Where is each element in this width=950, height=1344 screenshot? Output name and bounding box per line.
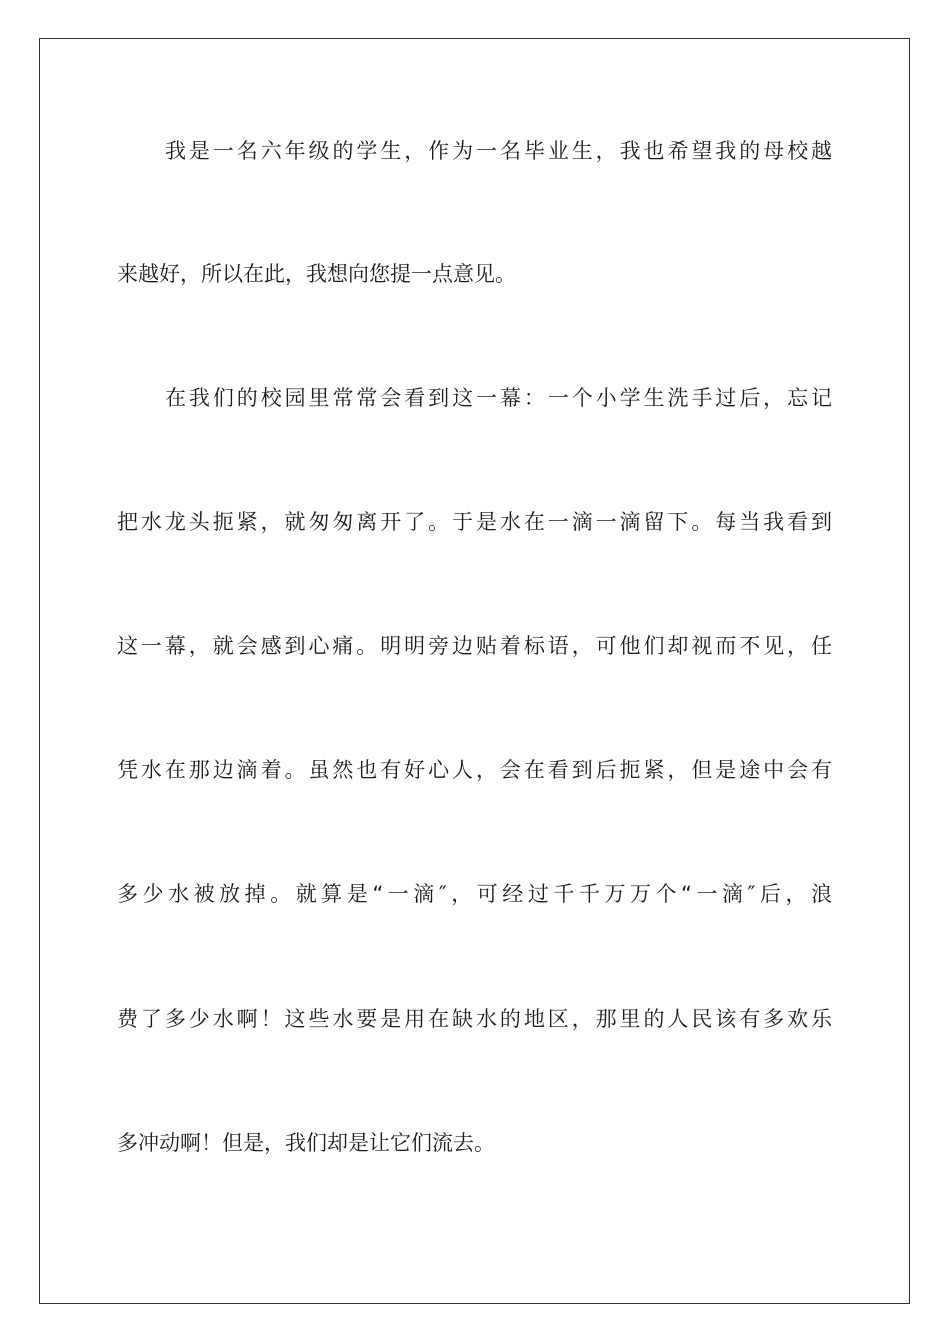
paragraph-2-line-6: 费了多少水啊！这些水要是用在缺水的地区，那里的人民该有多欢乐 bbox=[117, 1007, 832, 1031]
paragraph-2-line-5: 多少水被放掉。就算是“一滴″，可经过千千万万个“一滴″后，浪 bbox=[117, 882, 832, 906]
paragraph-2-line-7: 多冲动啊！但是，我们却是让它们流去。 bbox=[117, 1131, 495, 1155]
page-border bbox=[39, 38, 910, 1304]
paragraph-2-line-4: 凭水在那边滴着。虽然也有好心人，会在看到后扼紧，但是途中会有 bbox=[117, 758, 832, 782]
paragraph-2-line-3: 这一幕，就会感到心痛。明明旁边贴着标语，可他们却视而不见，任 bbox=[117, 634, 832, 658]
paragraph-1-line-2: 来越好，所以在此，我想向您提一点意见。 bbox=[117, 262, 516, 286]
paragraph-2-line-2: 把水龙头扼紧，就匆匆离开了。于是水在一滴一滴留下。每当我看到 bbox=[117, 510, 832, 534]
paragraph-1-line-1: 我是一名六年级的学生，作为一名毕业生，我也希望我的母校越 bbox=[165, 139, 832, 163]
paragraph-2-line-1: 在我们的校园里常常会看到这一幕：一个小学生洗手过后，忘记 bbox=[165, 386, 832, 410]
